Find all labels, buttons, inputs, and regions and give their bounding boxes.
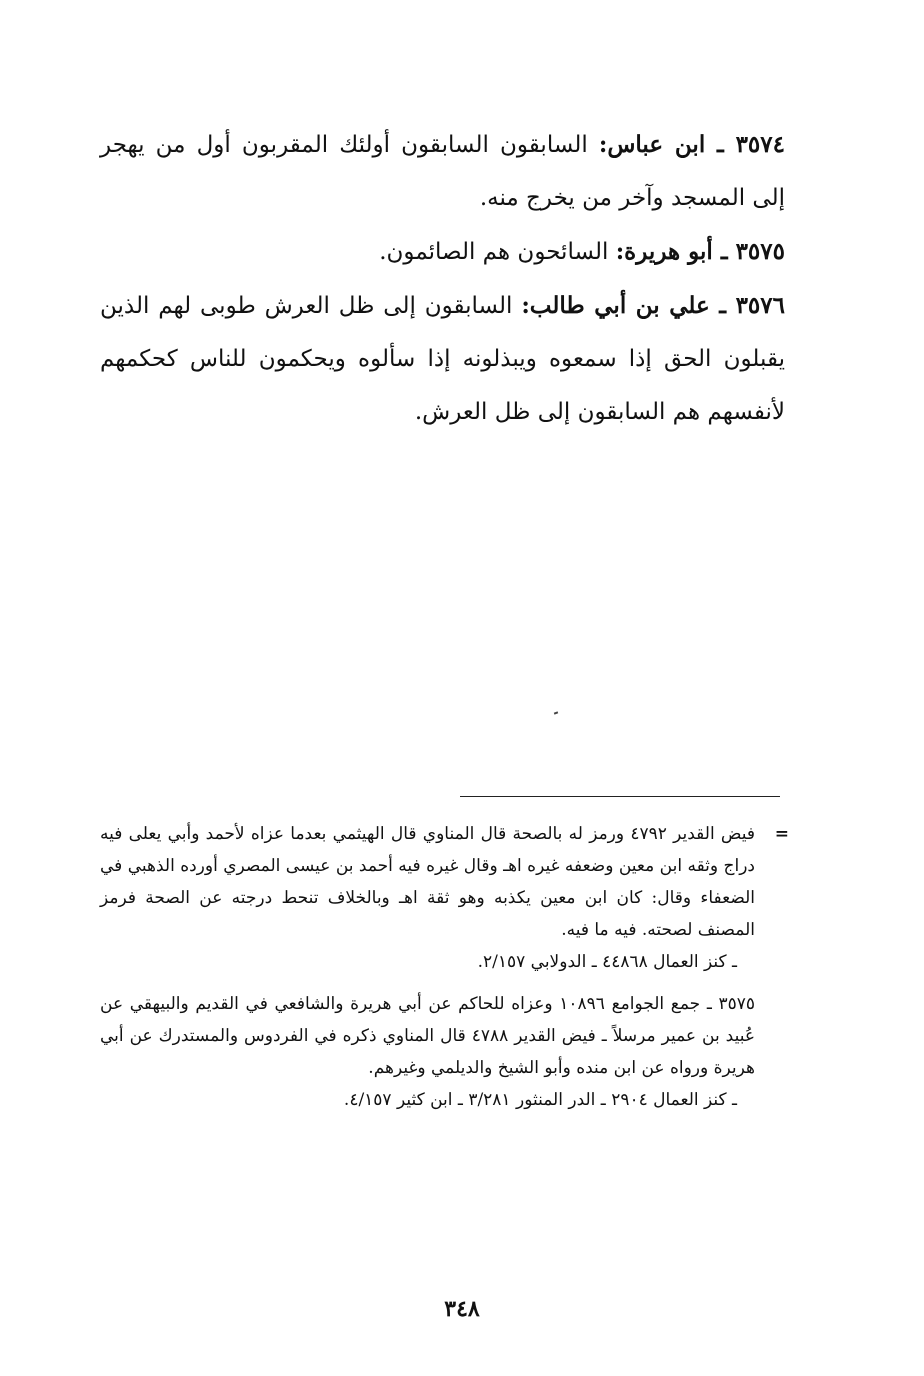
footnote-paragraph: ٣٥٧٥ ـ جمع الجوامع ١٠٨٩٦ وعزاه للحاكم عن أبي هريرة والشافعي في القديم والبيهقي عن عُبيد بن عمير مرسلاً ـ فيض القدير ٤٧٨٨ قال المناوي ذكره في الفردوس والمستدرك عن أبي هريرة ورواه عن ابن منده وأبو الشيخ والديلمي وغيرهم.	[100, 994, 755, 1078]
main-text	[100, 118, 785, 439]
continuation-mark: =	[774, 824, 789, 844]
entry-text: السابقون إلى ظل العرش طوبى لهم الذين يقبلون الحق إذا سمعوه ويبذلونه إذا سألوه ويحكمون للناس كحكمهم لأنفسهم هم السابقون إلى ظل العرش.	[100, 293, 785, 425]
page-number: ٣٤٨	[444, 1296, 480, 1322]
footnote-block-3575	[100, 988, 785, 1116]
footnote-block-continued	[100, 818, 789, 978]
entry-3574	[100, 118, 785, 225]
entry-number-name: ٣٥٧٥ ـ أبو هريرة:	[615, 238, 785, 265]
entry-text: السابقون السابقون أولئك المقربون أول من يهجر إلى المسجد وآخر من يخرج منه.	[100, 132, 785, 211]
entry-text: السائحون هم الصائمون.	[379, 239, 616, 265]
scan-speck	[554, 711, 558, 714]
entry-number-name: ٣٥٧٤ ـ ابن عباس:	[598, 131, 785, 158]
footnotes	[100, 818, 789, 1126]
footnote-separator	[460, 796, 780, 797]
entry-3575	[100, 225, 785, 279]
entry-number-name: ٣٥٧٦ ـ علي بن أبي طالب:	[521, 292, 785, 319]
footnote-reference-line: ـ كنز العمال ٤٤٨٦٨ ـ الدولابي ٢/١٥٧.	[477, 952, 737, 972]
footnote-reference-line: ـ كنز العمال ٢٩٠٤ ـ الدر المنثور ٣/٢٨١ ـ ابن كثير ٤/١٥٧.	[343, 1090, 737, 1110]
footnote-paragraph	[100, 818, 789, 946]
entry-3576	[100, 279, 785, 439]
footnote-text: فيض القدير ٤٧٩٢ ورمز له بالصحة قال المناوي قال الهيثمي بعدما عزاه لأحمد وأبي يعلى فيه دراج وثقه ابن معين وضعفه غيره اهـ وقال غيره فيه أحمد بن عيسى المصري أورده الذهبي في الضعفاء وقال: كان ابن معين يكذبه وهو ثقة اهـ وبالخلاف تنحط درجته عن الصحة فرمز المصنف لصحته. فيه ما فيه.	[100, 824, 755, 940]
